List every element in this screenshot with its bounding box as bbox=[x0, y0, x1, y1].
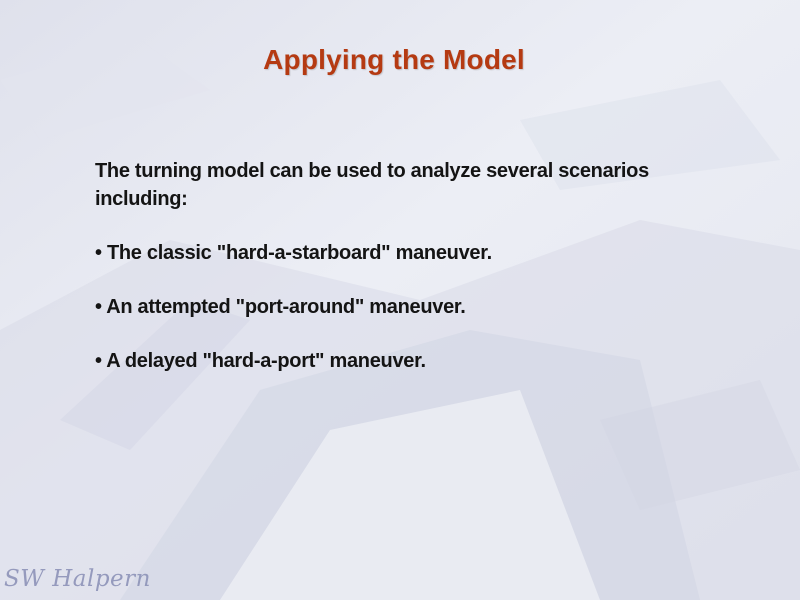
bullet-item-3: • A delayed "hard-a-port" maneuver. bbox=[95, 350, 426, 372]
slide-title: Applying the Model bbox=[263, 44, 525, 75]
bullet-item-1: • The classic "hard-a-starboard" maneuver. bbox=[95, 242, 492, 264]
intro-text: The turning model can be used to analyze several scenarios including: bbox=[95, 160, 649, 210]
slide-body bbox=[95, 157, 655, 375]
author-signature: SW Halpern bbox=[4, 566, 151, 592]
bullet-item-2: • An attempted "port-around" maneuver. bbox=[95, 296, 466, 318]
